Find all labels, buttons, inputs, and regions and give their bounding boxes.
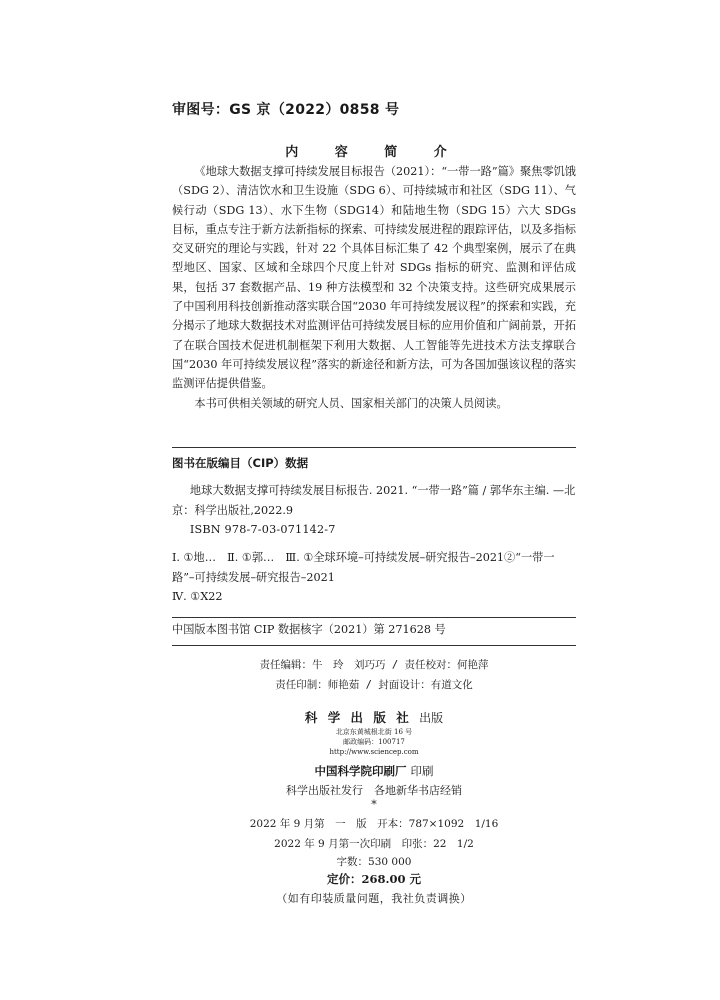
cip-classification: Ⅰ. ①地… Ⅱ. ①郭… Ⅲ. ①全球环境–可持续发展–研究报告–2021②“一带一路”–可持续发展–研究报告–2021 [172,551,555,584]
publisher-url: http://www.sciencep.com [329,748,419,756]
editors-line: 责任编辑：牛 玲 刘巧巧 / 责任校对：何艳萍 [259,659,489,671]
printer-name [172,763,576,779]
summary-title: 内 容 简 介 [285,145,463,160]
printer-logo-text: 中国科学院印刷厂 [314,764,407,778]
map-approval-number: 审图号：GS 京（2022）0858 号 [172,102,400,118]
price-label: 定价： [326,872,362,886]
edition-specs [172,814,576,854]
summary-paragraph: 本书可供相关领域的研究人员、国家相关部门的决策人员阅读。 [194,396,508,410]
separator-star: * [371,798,377,811]
publisher-logo-text: 科 学 出 版 社 [304,710,412,725]
cip-classification-4: Ⅳ. ①X22 [172,590,223,603]
publisher-postcode: 邮政编码：100717 [343,738,405,746]
divider [172,617,576,618]
summary-section [172,162,576,413]
word-count: 字数：530 000 [336,856,412,868]
editors-line: 责任印制：师艳茹 / 封面设计：有道文化 [275,679,473,691]
quality-notice: （如有印装质量问题，我社负责调换） [276,892,472,905]
edition-line: 2022 年 9 月第 一 版 开本：787×1092 1/16 [249,818,499,830]
publisher-name [172,708,576,726]
editors-block [172,655,576,695]
cip-isbn: ISBN 978-7-03-071142-7 [189,523,336,536]
price [172,871,576,887]
printing-line: 2022 年 9 月第一次印刷 印张：22 1/2 [274,838,474,850]
price-value: 268.00 元 [361,872,422,886]
cip-verification: 中国版本图书馆 CIP 数据核字（2021）第 271628 号 [172,623,446,636]
summary-paragraph: 《地球大数据支撑可持续发展目标报告（2021）：“一带一路”篇》聚焦零饥饿（SDG 2）、清洁饮水和卫生设施（SDG 6）、可持续城市和社区（SDG 11）、气候行动（SDG 13）、水下生物（SDG14）和陆地生物（SDG 15）六大 SDGs 目标，重点专注于新方法新指标的探索、可持续发展进程的跟踪评估，以及多指标交叉研究的理论与实践，针对 22 个具体目标汇集了 42 个典型案例，展示了在典型地区、国家、区域和全球四个尺度上针对 SDGs 指标的研究、监测和评估成果，包括 37 套数据产品、19 种方法模型和 32 个决策支持。这些研究成果展示了中国利用科技创新推动落实联合国“2030 年可持续发展议程”的探索和实践，充分揭示了地球大数据技术对监测评估可持续发展目标的应用价值和广阔前景，开拓了在联合国技术促进机制框架下利用大数据、人工智能等先进技术方法支撑联合国“2030 年可持续发展议程”落实的新途径和新方法，可为各国加强该议程的落实监测评估提供借鉴。 [172,165,576,391]
cip-title-line: 地球大数据支撑可持续发展目标报告. 2021. “一带一路”篇 / 郭华东主编. —北京：科学出版社,2022.9 [172,484,576,517]
printer-suffix: 印刷 [410,764,434,778]
publisher-suffix: 出版 [419,711,444,725]
cip-verification-block [172,620,576,640]
distribution: 科学出版社发行 各地新华书店经销 [286,784,462,797]
cip-classification-block [172,548,576,607]
divider [172,645,576,646]
divider [172,447,576,448]
publisher-address: 北京东黄城根北街 16 号 [335,728,413,736]
cip-heading: 图书在版编目（CIP）数据 [172,456,309,470]
cip-record [172,481,576,540]
